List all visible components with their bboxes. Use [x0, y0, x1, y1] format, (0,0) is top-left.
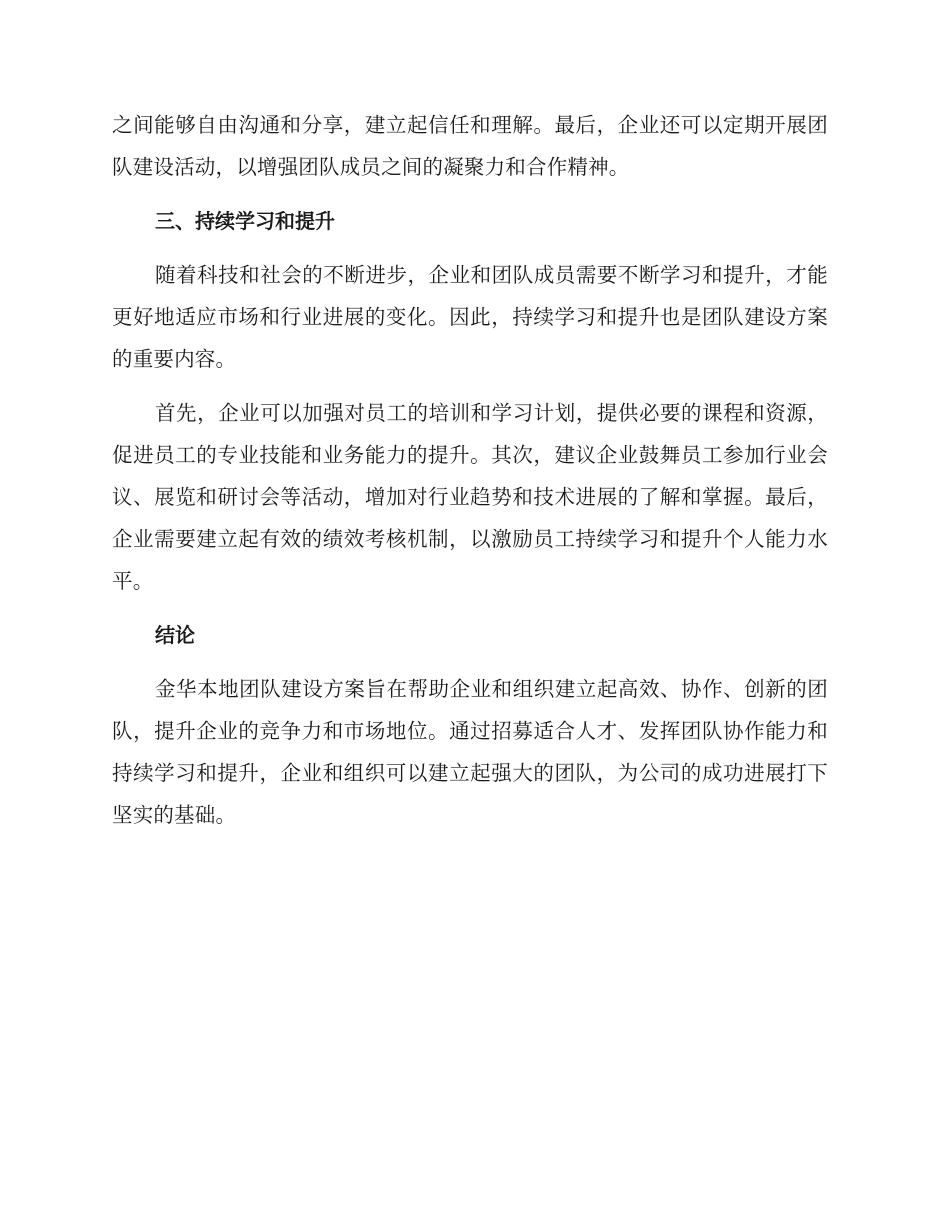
paragraph-learning-measures: 首先，企业可以加强对员工的培训和学习计划，提供必要的课程和资源，促进员工的专业技能和业务能力的提升。其次，建议企业鼓舞员工参加行业会议、展览和研讨会等活动，增加对行业趋势和技术进展的了解和掌握。最后，企业需要建立起有效的绩效考核机制，以激励员工持续学习和提升个人能力水平。	[112, 401, 828, 593]
section-heading-continuous-learning: 三、持续学习和提升	[155, 209, 335, 233]
paragraph-conclusion: 金华本地团队建设方案旨在帮助企业和组织建立起高效、协作、创新的团队，提升企业的竞争力和市场地位。通过招募适合人才、发挥团队协作能力和持续学习和提升，企业和组织可以建立起强大的团队，为公司的成功进展打下坚实的基础。	[112, 677, 828, 827]
continued-paragraph: 之间能够自由沟通和分享，建立起信任和理解。最后，企业还可以定期开展团队建设活动，以增强团队成员之间的凝聚力和合作精神。	[112, 113, 828, 179]
section-heading-conclusion: 结论	[155, 623, 195, 647]
document-body	[112, 104, 828, 836]
paragraph-learning-intro: 随着科技和社会的不断进步，企业和团队成员需要不断学习和提升，才能更好地适应市场和行业进展的变化。因此，持续学习和提升也是团队建设方案的重要内容。	[112, 263, 828, 371]
